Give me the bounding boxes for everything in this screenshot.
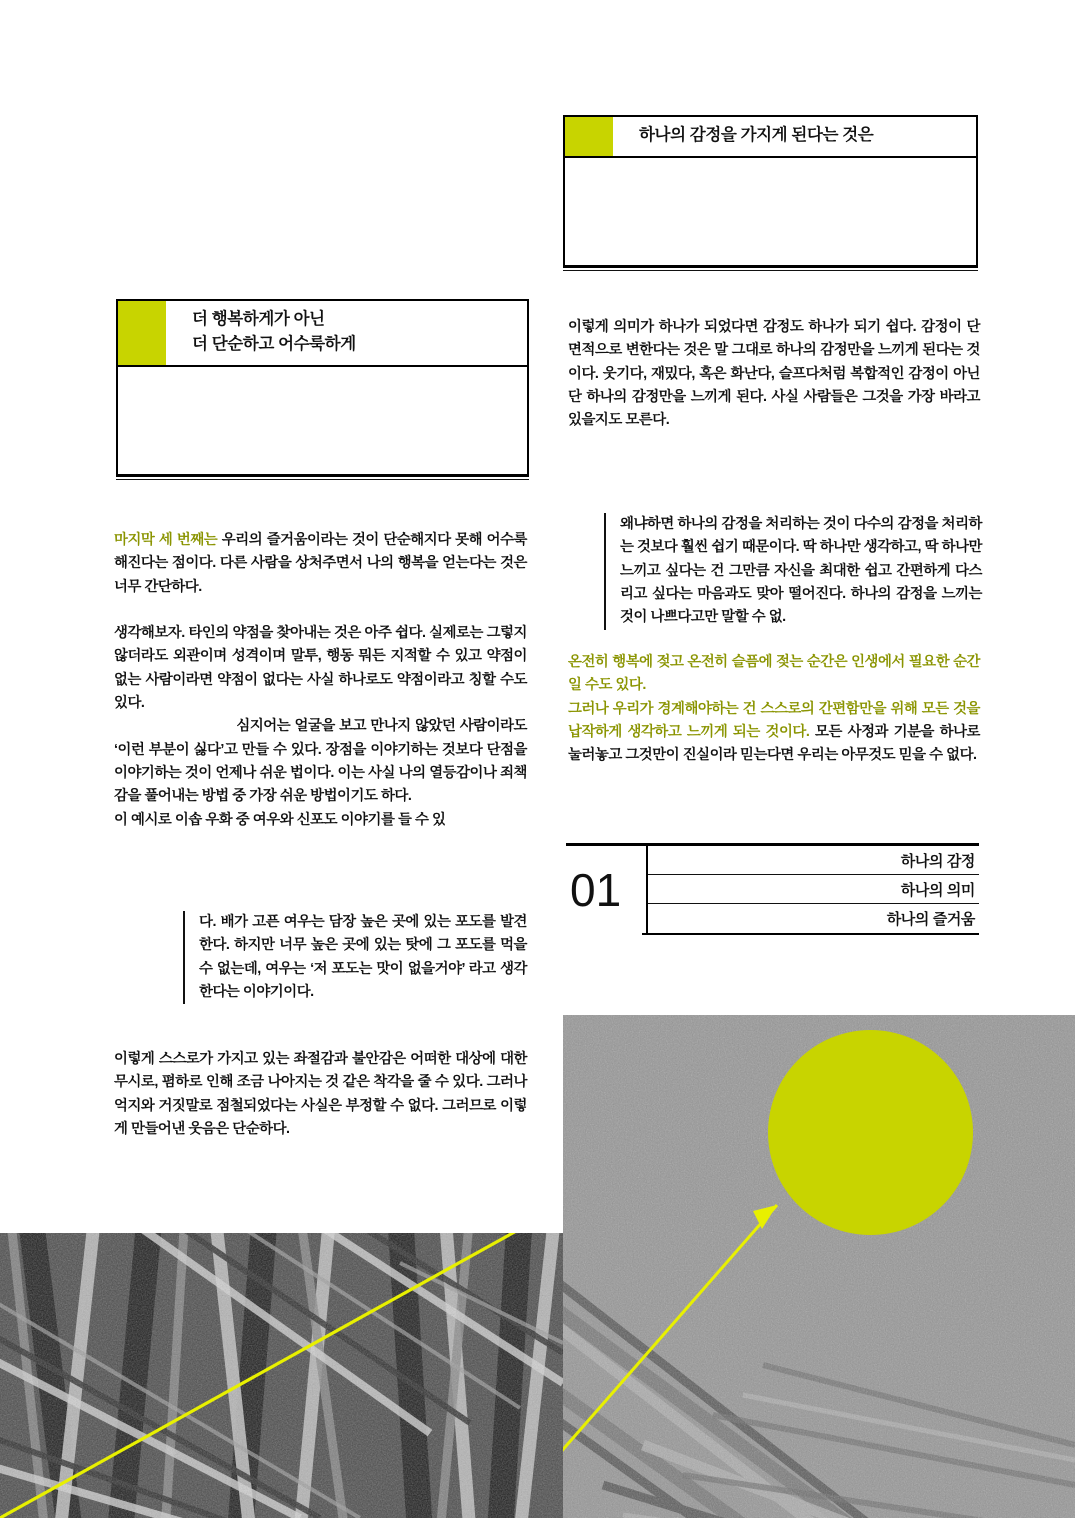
index-rows xyxy=(646,846,979,933)
left-paragraph-1-rest: 우리의 즐거움이라는 것이 단순해지다 못해 어수룩해진다는 점이다. 다른 사람을 상처주면서 나의 행복을 얻는다는 것은 너무 간단하다. xyxy=(114,532,527,595)
accent-swatch-left xyxy=(118,301,166,365)
bottom-photograph xyxy=(0,1233,563,1518)
index-item[interactable]: 하나의 즐거움 xyxy=(886,911,975,928)
index-block xyxy=(566,843,979,935)
right-accent-text-b: 그러나 우리가 경계해야하는 건 스스로의 간편함만을 위해 모든 것을 납작하게 생각하고 느끼게 되는 것이다. xyxy=(568,700,980,740)
left-heading-title-line2: 더 단순하고 어수룩하게 xyxy=(192,335,356,354)
right-column-2 xyxy=(568,651,980,768)
left-paragraph-4-lead: 이 예시로 이솝 우화 중 여우와 신포도 이야기를 들 수 있 xyxy=(114,811,446,828)
right-column xyxy=(568,316,980,433)
right-quote-text: 왜냐하면 하나의 감정을 처리하는 것이 다수의 감정을 처리하는 것보다 훨씬 쉽기 때문이다. 딱 하나만 생각하고, 딱 하나만 느끼고 싶다는 건 그만큼 자신을 최대한 쉽고 간편하게 다스리고 싶다는 마음과도 맞아 떨어진다. 하나의 감정을 느끼는 것이 나쁘다고만 말할 수 없. xyxy=(620,516,982,626)
left-heading-box xyxy=(116,299,529,480)
left-column xyxy=(114,529,527,832)
right-heading-title-text: 하나의 감정을 가지게 된다는 것은 xyxy=(639,126,874,144)
index-number: 01 xyxy=(570,863,622,916)
left-quote-block xyxy=(183,911,527,1004)
right-paragraph-1: 이렇게 의미가 하나가 되었다면 감정도 하나가 되기 쉽다. 감정이 단면적으로 변한다는 것은 말 그대로 하나의 감정만을 느끼게 된다는 것이다. 웃기다, 재밌다, 혹은 화난다, 슬프다처럼 복합적인 감정이 아닌 단 하나의 감정만을 느끼게 된다. 사실 사람들은 그것을 가장 바라고 있을지도 모른다. xyxy=(568,319,980,429)
right-paragraph-3 xyxy=(568,698,980,768)
left-paragraph-1 xyxy=(114,529,527,599)
right-paragraph-2 xyxy=(568,651,980,698)
right-plain-text: 모든 사정과 기분을 하나로 눌러놓고 그것만이 진실이라 믿는다면 우리는 아무것도 믿을 수 없다. xyxy=(568,723,980,764)
left-heading-title xyxy=(166,301,527,365)
right-heading-well xyxy=(563,158,978,265)
left-heading-title-line1: 더 행복하게가 아닌 xyxy=(192,310,325,328)
left-paragraph-2: 생각해보자. 타인의 약점을 찾아내는 것은 아주 쉽다. 실제로는 그렇지 않더라도 외관이며 성격이며 말투, 행동 뭐든 지적할 수 있고 약점이 없는 사람이라면 약점이 없다는 사실 하나로도 약점이라고 칭할 수도 있다. xyxy=(114,624,527,711)
accent-swatch-right xyxy=(565,117,613,156)
bottom-photo-illustration xyxy=(0,1233,563,1518)
left-paragraph-3: 심지어는 얼굴을 보고 만나지 않았던 사람이라도 ‘이런 부분이 싫다’고 만들 수 있다. 장점을 이야기하는 것보다 단점을 이야기하는 것이 언제나 쉬운 법이다. 이는 사실 나의 열등감이나 죄책감을 풀어내는 방법 중 가장 쉬운 방법이기도 하다. xyxy=(114,718,527,805)
index-item[interactable]: 하나의 감정 xyxy=(648,846,979,875)
right-heading-rule-thin xyxy=(563,270,978,271)
right-heading-box xyxy=(563,115,978,271)
left-heading-title-row xyxy=(116,299,529,367)
right-quote-block xyxy=(604,513,982,630)
left-accent-lead: 마지막 세 번째는 xyxy=(114,532,218,548)
left-column-2 xyxy=(114,1048,527,1141)
left-quote-text: 다. 배가 고픈 여우는 담장 높은 곳에 있는 포도를 발견한다. 하지만 너무 높은 곳에 있는 탓에 그 포도를 먹을 수 없는데, 여우는 ‘저 포도는 맛이 없을거야’ 라고 생각한다는 이야기이다. xyxy=(199,914,527,1000)
index-inner xyxy=(566,846,979,933)
right-accent-text-a: 온전히 행복에 젖고 온전히 슬픔에 젖는 순간은 인생에서 필요한 순간일 수도 있다. xyxy=(568,654,980,694)
left-paragraph-5: 이렇게 스스로가 가지고 있는 좌절감과 불안감은 어떠한 대상에 대한 무시로, 폄하로 인해 조금 나아지는 것 같은 착각을 줄 수 있다. 그러나 억지와 거짓말로 점철되었다는 사실은 부정할 수 없다. 그러므로 이렇게 만들어낸 웃음은 단순하다. xyxy=(114,1051,527,1137)
paragraph-spacer xyxy=(114,599,527,622)
index-bottom-rule xyxy=(642,933,979,935)
right-heading-title xyxy=(613,117,976,156)
left-heading-rule-thin xyxy=(116,479,529,480)
right-photograph xyxy=(563,1015,1075,1518)
yellow-circle-callout xyxy=(768,1030,973,1235)
index-item[interactable]: 하나의 의미 xyxy=(648,875,979,904)
left-heading-well xyxy=(116,367,529,474)
right-heading-title-row xyxy=(563,115,978,158)
